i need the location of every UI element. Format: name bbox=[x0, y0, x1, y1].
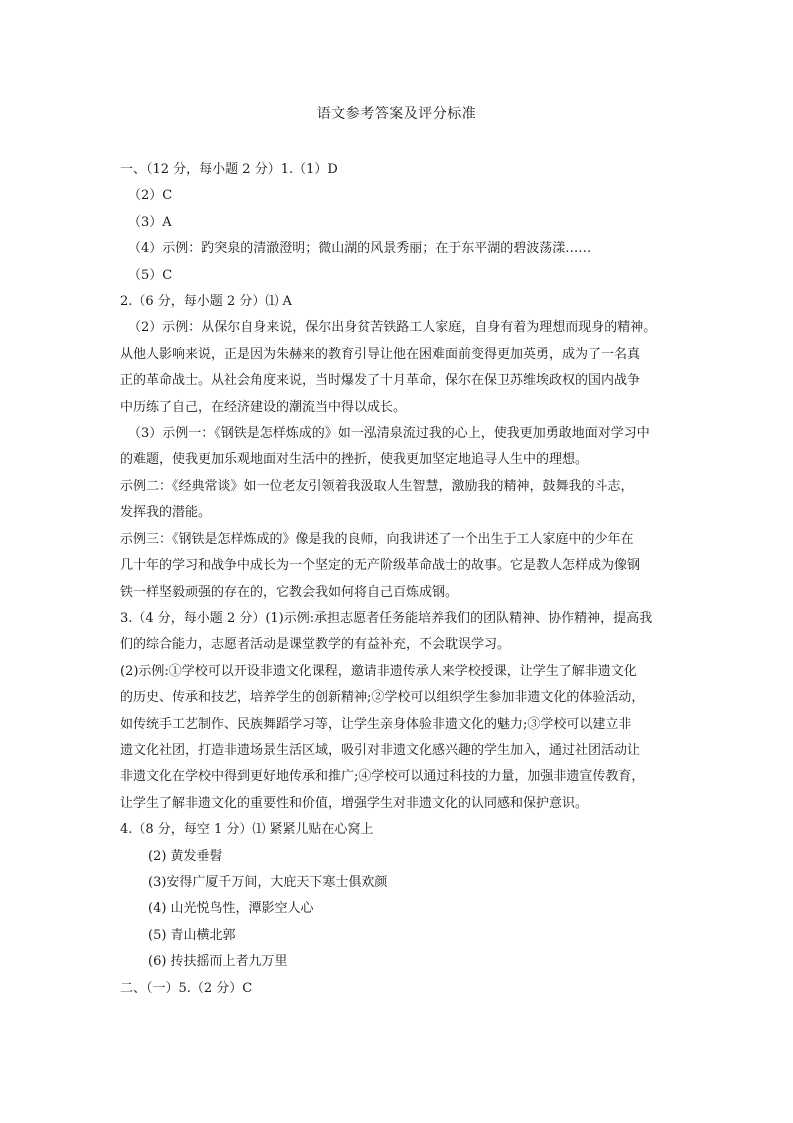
answer-line: 3.（4 分，每小题 2 分）(1)示例:承担志愿者任务能培养我们的团队精神、协作精神，提高我 bbox=[120, 610, 653, 626]
answer-line: 中历练了自己，在经济建设的潮流当中得以成长。 bbox=[120, 399, 407, 415]
answer-line: （2）示例：从保尔自身来说，保尔出身贫苦铁路工人家庭，自身有着为理想而现身的精神。 bbox=[128, 320, 657, 336]
answer-line: 如传统手工艺制作、民族舞蹈学习等，让学生亲身体验非遗文化的魅力;③学校可以建立非 bbox=[120, 716, 632, 732]
answer-line: (3)安得广厦千万间，大庇天下寒士俱欢颜 bbox=[148, 874, 388, 890]
answer-line: （5）C bbox=[128, 267, 173, 283]
answer-line: 遗文化社团，打造非遗场景生活区域，吸引对非遗文化感兴趣的学生加入，通过社团活动让 bbox=[120, 742, 641, 758]
answer-line: （3）示例一：《钢铁是怎样炼成的》如一泓清泉流过我的心上，使我更加勇敢地面对学习中 bbox=[128, 426, 650, 442]
answer-line: 二、（一）5.（2 分）C bbox=[120, 980, 253, 996]
answer-line: (6) 抟扶摇而上者九万里 bbox=[148, 954, 288, 970]
answer-line: 2.（6 分，每小题 2 分）⑴ A bbox=[120, 294, 292, 310]
answer-line: 一、（12 分，每小题 2 分）1.（1）D bbox=[120, 162, 338, 177]
answer-line: 的历史、传承和技艺，培养学生的创新精神;②学校可以组织学生参加非遗文化的体验活动， bbox=[120, 690, 645, 706]
answer-line: 铁一样坚毅顽强的存在的，它教会我如何将自己百炼成钢。 bbox=[120, 584, 459, 600]
answer-line: 的难题，使我更加乐观地面对生活中的挫折，使我更加坚定地追寻人生中的理想。 bbox=[120, 452, 589, 468]
answer-line: 让学生了解非遗文化的重要性和价值，增强学生对非遗文化的认同感和保护意识。 bbox=[120, 795, 589, 811]
answer-line: (2) 黄发垂髫 bbox=[148, 848, 223, 864]
answer-line: 示例三：《钢铁是怎样炼成的》像是我的良师，向我讲述了一个出生于工人家庭中的少年在 bbox=[120, 531, 634, 547]
page-title: 语文参考答案及评分标准 bbox=[316, 106, 477, 122]
answer-line: 4.（8 分，每空 1 分）⑴ 紧紧儿贴在心窝上 bbox=[120, 822, 374, 838]
answer-line: (4) 山光悦鸟性，潭影空人心 bbox=[148, 901, 314, 917]
answer-content bbox=[120, 157, 680, 1002]
answer-line: 发挥我的潜能。 bbox=[120, 505, 212, 521]
answer-line: (5) 青山横北郭 bbox=[148, 927, 236, 943]
answer-line: 几十年的学习和战争中成长为一个坚定的无产阶级革命战士的故事。它是教人怎样成为像钢 bbox=[120, 558, 641, 574]
answer-line: （4）示例：趵突泉的清澈澄明；微山湖的风景秀丽；在于东平湖的碧波荡漾…… bbox=[128, 241, 592, 257]
answer-line: 正的革命战士。从社会角度来说，当时爆发了十月革命，保尔在保卫苏维埃政权的国内战争 bbox=[120, 373, 641, 389]
answer-line: 示例二：《经典常谈》如一位老友引领着我汲取人生智慧，激励我的精神，鼓舞我的斗志， bbox=[120, 478, 634, 494]
answer-line: （3）A bbox=[128, 214, 172, 230]
answer-line: 们的综合能力，志愿者活动是课堂教学的有益补充，不会耽误学习。 bbox=[120, 637, 511, 653]
answer-line: （2）C bbox=[128, 188, 173, 204]
answer-line: 从他人影响来说，正是因为朱赫来的教育引导让他在困难面前变得更加英勇，成为了一名真 bbox=[120, 346, 641, 362]
answer-line: 非遗文化在学校中得到更好地传承和推广;④学校可以通过科技的力量，加强非遗宣传教育， bbox=[120, 769, 645, 785]
answer-line: (2)示例:①学校可以开设非遗文化课程，邀请非遗传承人来学校授课，让学生了解非遗文化 bbox=[120, 663, 637, 679]
